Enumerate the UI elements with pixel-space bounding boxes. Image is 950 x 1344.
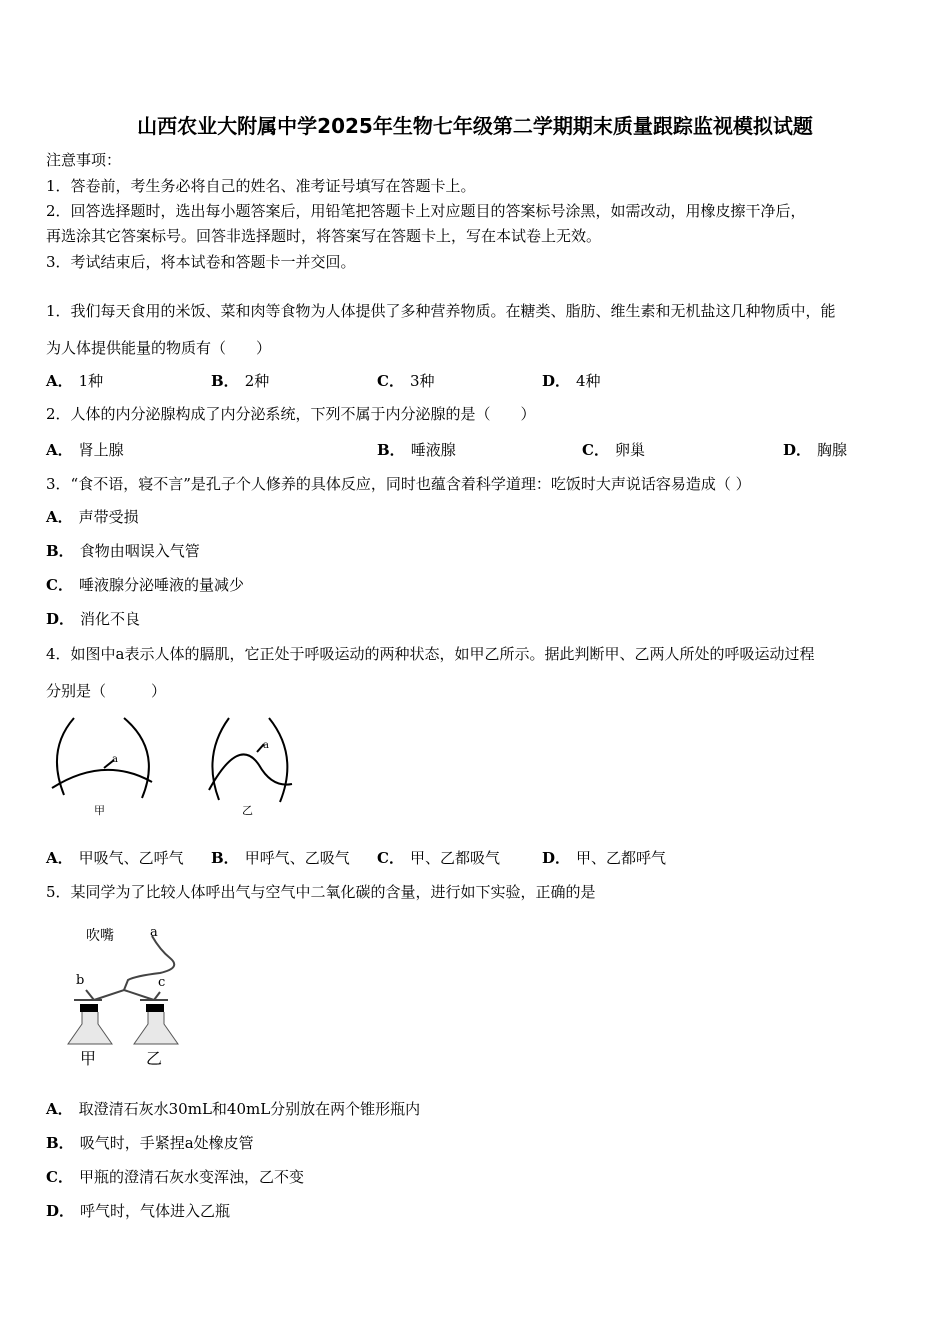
option-a[interactable] [46,1099,420,1119]
option-text: 肾上腺 [78,441,124,459]
label-a: a [263,740,269,751]
option-b[interactable] [211,371,269,391]
option-d[interactable] [46,609,140,629]
option-text: 取澄清石灰水30mL和40mL分别放在两个锥形瓶内 [78,1100,421,1118]
option-a[interactable] [46,440,124,460]
option-key: D． [542,372,571,390]
option-key: D． [46,1202,75,1220]
option-d[interactable] [783,440,847,460]
option-key: A． [46,508,73,526]
option-c[interactable] [377,371,435,391]
label-c: c [158,975,166,990]
label-a: a [150,925,158,940]
option-key: A． [46,849,73,867]
option-text: 甲吸气、乙呼气 [78,849,184,867]
option-key: C． [582,441,609,459]
option-key: D． [46,610,75,628]
option-key: D． [542,849,571,867]
option-b[interactable] [211,848,350,868]
option-text: 消化不良 [80,610,141,628]
option-b[interactable] [46,1133,254,1153]
note-item: 2．回答选择题时，选出每小题答案后，用铅笔把答题卡上对应题目的答案标号涂黑，如需改动，用橡皮擦干净后， [46,202,806,220]
option-text: 吸气时，手紧捏a处橡皮管 [79,1134,254,1152]
notes-heading: 注意事项： [46,151,122,169]
option-text: 呼气时，气体进入乙瓶 [80,1202,231,1220]
question-stem: 5．某同学为了比较人体呼出气与空气中二氧化碳的含量，进行如下实验，正确的是 [46,883,596,901]
option-key: A． [46,1100,73,1118]
label-yi: 乙 [146,1049,163,1068]
label-jia: 甲 [80,1049,97,1068]
option-text: 2种 [244,372,270,390]
option-key: C． [46,576,73,594]
option-key: B． [46,542,74,560]
option-text: 1种 [78,372,104,390]
option-b[interactable] [46,541,200,561]
option-d[interactable] [46,1201,230,1221]
option-key: B． [377,441,405,459]
note-item: 再选涂其它答案标号。回答非选择题时，将答案写在答题卡上，写在本试卷上无效。 [46,227,602,245]
question-stem: 为人体提供能量的物质有（ ） [46,339,272,357]
label-jia: 甲 [94,804,105,817]
option-key: C． [377,372,404,390]
option-key: B． [46,1134,74,1152]
option-text: 声带受损 [78,508,139,526]
option-text: 甲、乙都吸气 [409,849,500,867]
option-text: 4种 [576,372,601,390]
option-key: B． [211,372,239,390]
option-d[interactable] [542,848,666,868]
diaphragm-figure [44,710,304,825]
question-stem: 4．如图中a表示人体的膈肌，它正处于呼吸运动的两种状态，如甲乙所示。据此判断甲、乙两人所处的呼吸运动过程 [46,645,815,663]
option-text: 甲、乙都呼气 [576,849,667,867]
option-text: 食物由咽误入气管 [79,542,200,560]
option-c[interactable] [377,848,500,868]
label-yi: 乙 [242,804,253,817]
option-c[interactable] [582,440,645,460]
option-text: 唾液腺分泌唾液的量减少 [78,576,244,594]
flask-apparatus-figure [60,918,190,1068]
page-title: 山西农业大附属中学2025年生物七年级第二学期期末质量跟踪监视模拟试题 [137,114,813,138]
option-c[interactable] [46,1167,304,1187]
label-mouthpiece: 吹嘴 [86,928,114,944]
option-a[interactable] [46,371,103,391]
option-text: 甲瓶的澄清石灰水变浑浊，乙不变 [78,1168,304,1186]
option-text: 胸腺 [817,441,848,459]
option-key: C． [46,1168,73,1186]
question-stem: 3．“食不语，寝不言”是孔子个人修养的具体反应，同时也蕴含着科学道理：吃饭时大声说话容易造成（ ） [46,475,751,493]
question-stem: 分别是（ ） [46,682,167,700]
question-stem: 2．人体的内分泌腺构成了内分泌系统，下列不属于内分泌腺的是（ ） [46,405,536,423]
option-text: 3种 [409,372,435,390]
note-item: 1．答卷前，考生务必将自己的姓名、准考证号填写在答题卡上。 [46,177,476,195]
option-c[interactable] [46,575,244,595]
note-item: 3．考试结束后，将本试卷和答题卡一并交回。 [46,253,356,271]
question-stem: 1．我们每天食用的米饭、菜和肉等食物为人体提供了多种营养物质。在糖类、脂肪、维生素和无机盐这几种物质中，能 [46,302,836,320]
option-a[interactable] [46,507,139,527]
option-text: 唾液腺 [410,441,456,459]
option-d[interactable] [542,371,601,391]
option-key: B． [211,849,239,867]
option-a[interactable] [46,848,184,868]
label-b: b [76,973,85,988]
option-key: A． [46,441,73,459]
label-a: a [112,754,118,765]
option-key: A． [46,372,73,390]
option-text: 卵巢 [614,441,645,459]
option-text: 甲呼气、乙吸气 [244,849,350,867]
option-key: D． [783,441,812,459]
option-key: C． [377,849,404,867]
option-b[interactable] [377,440,456,460]
